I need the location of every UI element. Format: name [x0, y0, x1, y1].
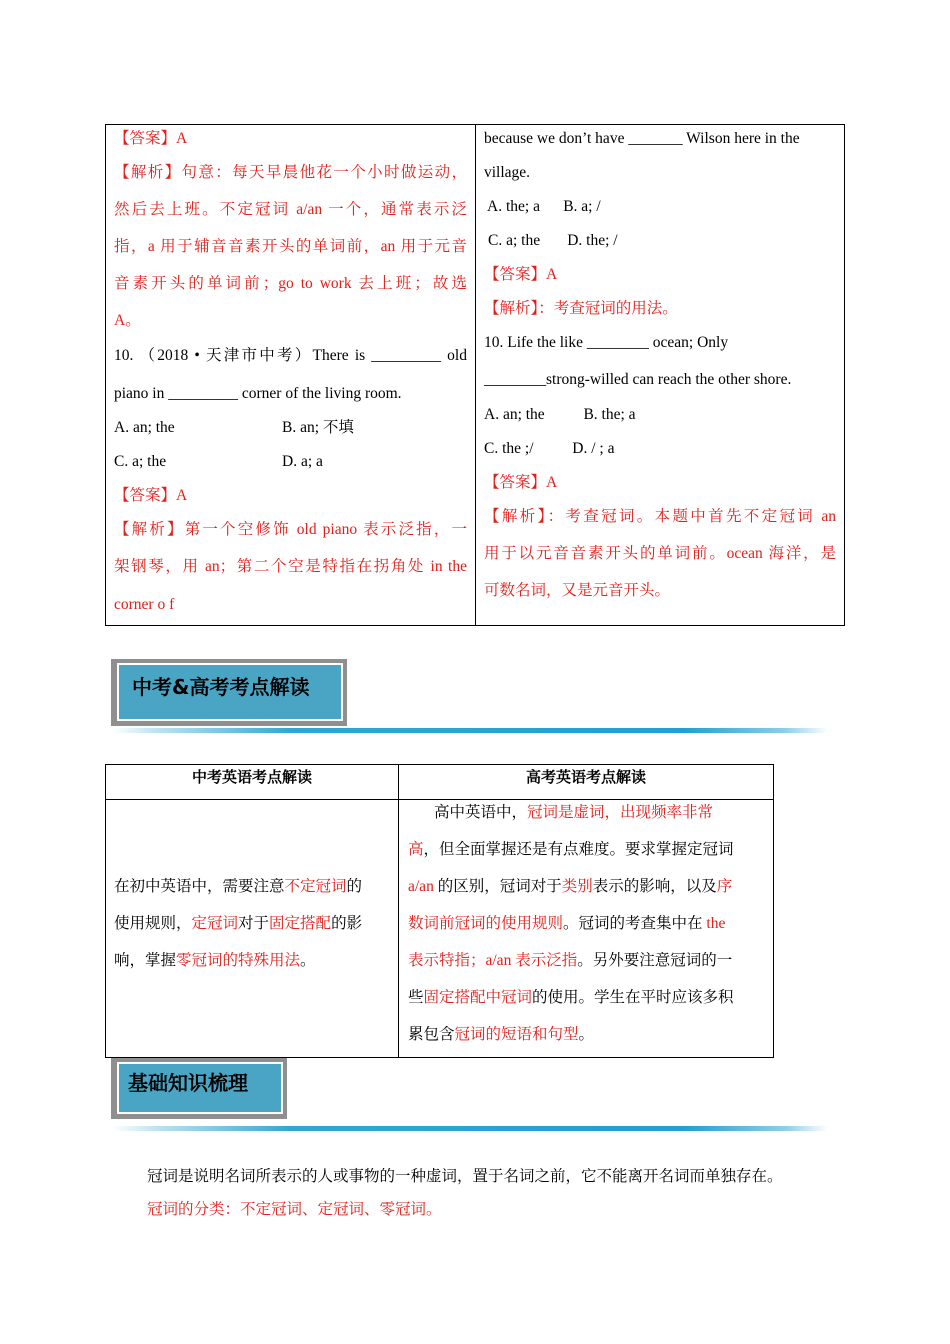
analysis-line: 用于以元音音素开头的单词前。ocean 海洋，是 [484, 545, 836, 562]
analysis-line: 【解析】：考查冠词的用法。 [484, 300, 678, 317]
section-underline [112, 728, 828, 733]
analysis-line: 架钢琴，用 an；第二个空是特指在拐角处 in the [114, 558, 467, 575]
analysis-line: 然后去上班。不定冠词 a/an 一个，通常表示泛 [114, 201, 467, 218]
options-row: C. a; the D. the; / [488, 232, 618, 249]
body-paragraph: 冠词是说明名词所表示的人或事物的一种虚词，置于名词之前，它不能离开名词而单独存在。 [147, 1168, 783, 1185]
column-divider [475, 125, 476, 625]
option-b: B. an; 不填 [282, 419, 354, 436]
answer-label: 【答案】A [114, 130, 188, 147]
analysis-line: A。 [114, 312, 141, 329]
table-header-gaokao: 高考英语考点解读 [525, 768, 646, 786]
question-table [105, 124, 845, 626]
analysis-line: corner o f [114, 596, 175, 613]
analysis-line: 【解析】第一个空修饰 old piano 表示泛指，一 [114, 521, 467, 538]
section-header-exam-points [111, 659, 347, 726]
options-row: A. an; the B. the; a [484, 406, 636, 423]
table-header-zhongkao: 中考英语考点解读 [191, 768, 312, 786]
question-text: because we don’t have _______ Wilson here in the [484, 130, 800, 147]
question-text: 10. （2018 • 天津市中考）There is _________ old [114, 347, 467, 364]
analysis-line: 可数名词，又是元音开头。 [484, 582, 671, 599]
answer-label: 【答案】A [114, 487, 188, 504]
option-c: C. a; the [114, 453, 167, 470]
options-row: C. the ;/ D. / ; a [484, 440, 615, 457]
section-underline [112, 1126, 828, 1131]
option-a: A. an; the [114, 419, 175, 436]
question-text: village. [484, 164, 531, 181]
question-text: 10. Life the like ________ ocean; Only [484, 334, 729, 351]
analysis-line: 【解析】：考查冠词。本题中首先不定冠词 an [484, 508, 836, 525]
section-header-basics [111, 1058, 287, 1119]
article-classification: 冠词的分类：不定冠词、定冠词、零冠词。 [147, 1201, 442, 1218]
question-text: ________strong-willed can reach the other shore. [484, 371, 792, 388]
options-row: A. the; a B. a; / [484, 198, 601, 215]
analysis-line: 指，a 用于辅音音素开头的单词前，an 用于元音 [114, 238, 467, 255]
answer-label: 【答案】A [484, 266, 558, 283]
section-title: 中考&高考考点解读 [132, 675, 310, 699]
option-d: D. a; a [282, 453, 323, 470]
answer-label: 【答案】A [484, 474, 558, 491]
section-title: 基础知识梳理 [128, 1071, 248, 1095]
analysis-line: 音素开头的单词前；go to work 去上班；故选 [114, 275, 467, 292]
question-text: piano in _________ corner of the living room. [114, 385, 402, 402]
exam-points-table: 中考英语考点解读 高考英语考点解读 在初中英语中，需要注意不定冠词的 使用规则，定冠词对于固定搭配的影 响，掌握零冠词的特殊用法。 高中英语中，冠词是虚词，出现频率非常 高，但全面掌握还是有点难度。要求掌握定冠词 a/an 的区别，冠词对于类别表示的影响，以及序 数词前冠词的使用规则。冠词的考查集中在 the 表示特指；a/an 表示泛指。另外要注意冠词的一 些固定搭配中冠词的使用。学生在平时应该多积 累包含冠词的短语和句型。 [105, 764, 774, 1058]
analysis-line: 【解析】句意：每天早晨他花一个小时做运动， [114, 164, 467, 181]
